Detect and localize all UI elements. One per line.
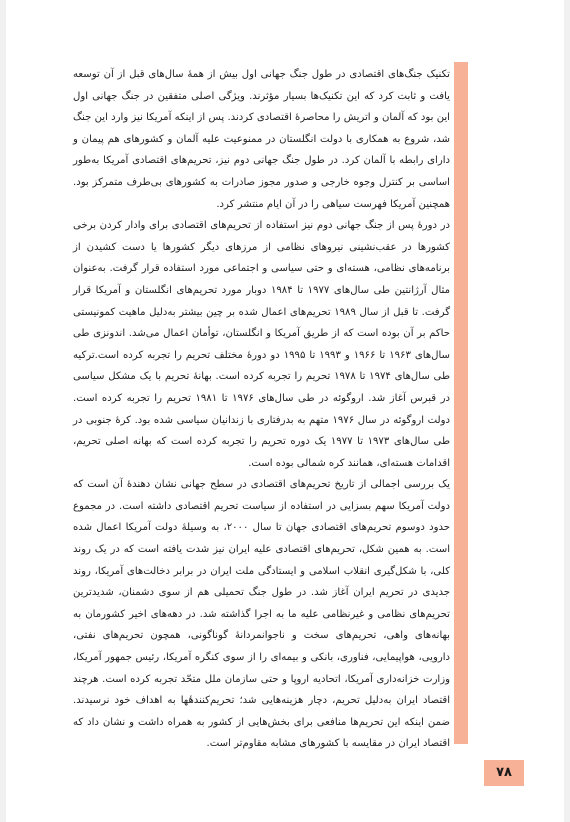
book-page [6, 0, 564, 822]
paragraph-post-wwii-sanctions: در دورهٔ پس از جنگ جهانی دوم نیز استفاده از تحریم‌های اقتصادی برای وادار کردن برخی کشورها در عقب‌نشینی نیروهای نظامی از مرزهای دیگر کشورها یا دست کشیدن از برنامه‌های نظامی، هسته‌ای و حتی سیاسی و اجتماعی مورد استفاده قرار گرفت. به‌عنوان مثال آرژانتین طی سال‌های ۱۹۷۷ تا ۱۹۸۴ دوبار مورد تحریم‌های انگلستان و آمریکا قرار گرفت. تا قبل از سال ۱۹۸۹ تحریم‌های اعمال شده بر چین بیشتر به‌دلیل ماهیت کمونیستی حاکم بر آن بوده است که از طریق آمریکا و انگلستان، توأمان اعمال می‌شد. اندونزی طی سال‌های ۱۹۶۳ تا ۱۹۶۶ و ۱۹۹۳ تا ۱۹۹۵ دو دورهٔ مختلف تحریم را تجربه کرده است.ترکیه طی سال‌های ۱۹۷۴ تا ۱۹۷۸ تحریم را تجربه کرده است. بهانهٔ تحریم با یک مشکل سیاسی در قبرس آغاز شد. اروگوئه در طی سال‌های ۱۹۷۶ تا ۱۹۸۱ تحریم را تجربه کرده است. دولت اروگوئه در سال ۱۹۷۶ متهم به بدرفتاری با زندانیان سیاسی شده بود. کرهٔ جنوبی در طی سال‌های ۱۹۷۳ تا ۱۹۷۷ یک دوره تحریم را تجربه کرده است که بهانه اصلی تحریم، اقدامات هسته‌ای، همانند کره شمالی بوده است. [73, 220, 451, 469]
page-number: ۷۸ [484, 760, 524, 786]
paragraph-us-sanctions-iran: یک بررسی اجمالی از تاریخ تحریم‌های اقتصادی در سطح جهانی نشان دهندهٔ آن است که دولت آمریکا سهم بسزایی در استفاده از سیاست تحریم اقتصادی داشته است. در مجموع حدود دوسوم تحریم‌های اقتصادی جهان تا سال ۲۰۰۰، به وسیلهٔ دولت آمریکا اعمال شده است. به همین شکل، تحریم‌های اقتصادی علیه ایران نیز شدت یافته است که در یک روند کلی، با شکل‌گیری انقلاب اسلامی و ایستادگی ملت ایران در برابر دخالت‌های آمریکا، روند جدیدی در تحریم ایران آغاز شد. در طول جنگ تحمیلی هم از سوی دشمنان، شدیدترین تحریم‌های نظامی و غیرنظامی علیه ما به اجرا گذاشته شد. در دهه‌های اخیر کشورمان به بهانه‌های واهی، تحریم‌های سخت و ناجوانمردانهٔ گوناگونی، همچون تحریم‌های نفتی، دارویی، هواپیمایی، فناوری، بانکی و بیمه‌ای را از سوی کنگره آمریکا، رئیس جمهور آمریکا، وزارت خزانه‌داری آمریکا، اتحادیه اروپا و حتی سازمان ملل متحّد تجربه کرده است. هرچند اقتصاد ایران به‌دلیل تحریم، دچار هزینه‌هایی شد؛ تحریم‌کنندهٔها به اهداف خود نرسیدند. ضمن اینکه این تحریم‌ها منافعی برای بخش‌هایی از کشور به همراه داشت و نشان داد که اقتصاد ایران در مقایسه با کشورهای مشابه مقاوم‌تر است. [73, 479, 450, 750]
margin-accent-bar [454, 62, 468, 744]
body-text [73, 64, 450, 755]
paragraph-wwi-economic-warfare: تکنیک جنگ‌های اقتصادی در طول جنگ جهانی اول بیش از همهٔ سال‌های قبل از آن توسعه یافت و ثابت کرد که این تکنیک‌ها بسیار مؤثرند. ویژگی اصلی متفقین در جنگ جهانی اول این بود که آلمان و اتریش را محاصرهٔ اقتصادی کردند. پس از اینکه آمریکا نیز وارد این جنگ شد، شروع به همکاری با دولت انگلستان در ممنوعیت علیه آلمان و کشورهای هم پیمان و دارای رابطه با آلمان کرد. در طول جنگ جهانی دوم نیز، تحریم‌های اقتصادی آمریکا به‌طور اساسی بر کنترل وجوه خارجی و صدور مجوز صادرات به کشورهای بی‌طرف متمرکز بود. همچنین آمریکا فهرست سیاهی را در آن ایام منتشر کرد. [73, 69, 450, 210]
